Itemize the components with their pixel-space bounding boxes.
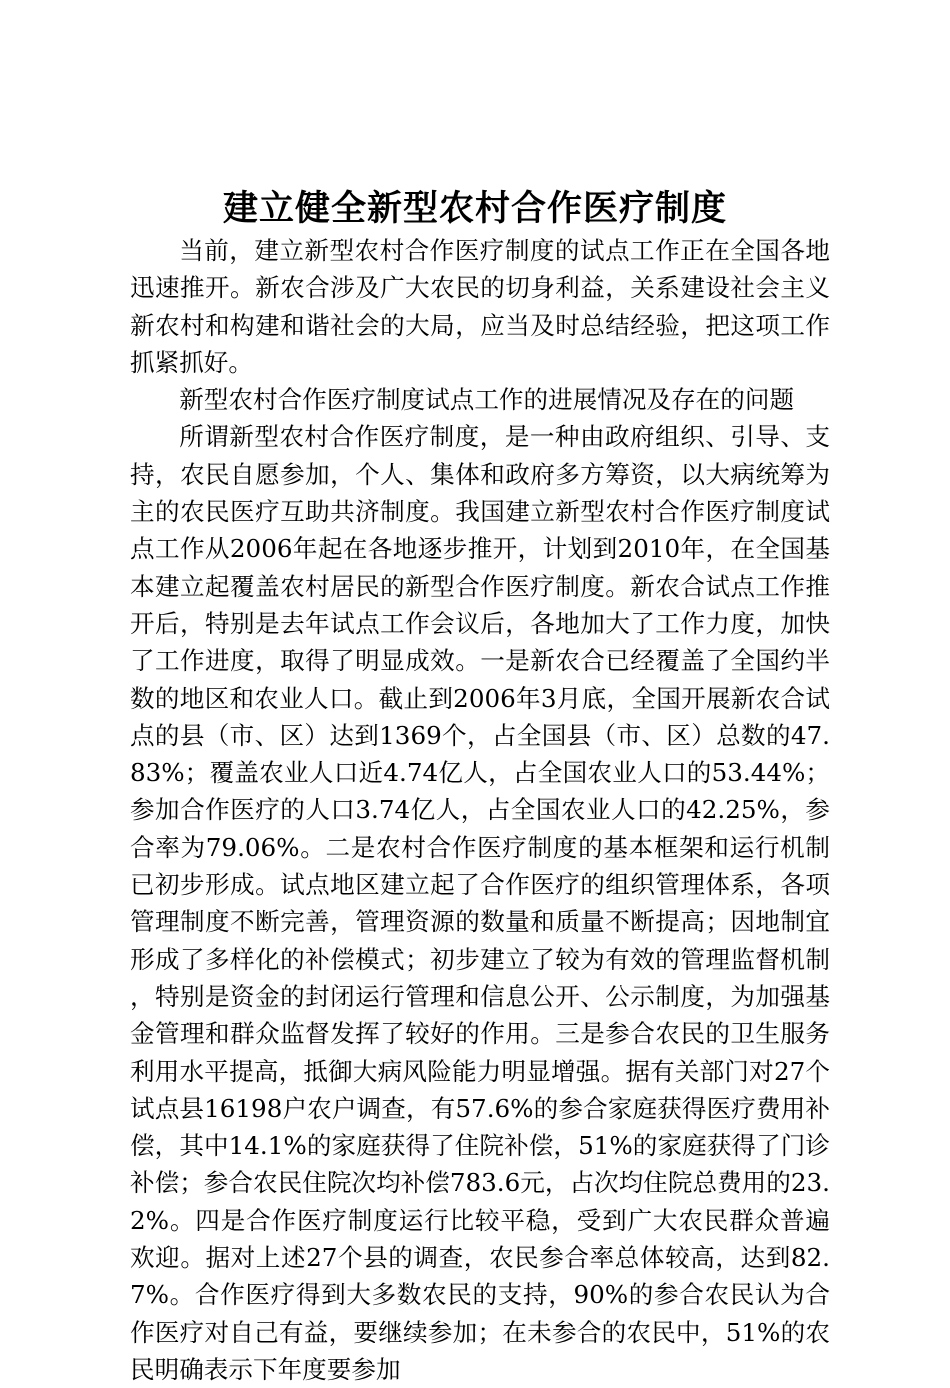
paragraph-intro: 当前，建立新型农村合作医疗制度的试点工作正在全国各地迅速推开。新农合涉及广大农民的切身利益，关系建设社会主义新农村和构建和谐社会的大局，应当及时总结经验，把这项工作抓紧抓好。 [130, 236, 830, 377]
paragraph-main: 所谓新型农村合作医疗制度，是一种由政府组织、引导、支持，农民自愿参加，个人、集体和政府多方筹资，以大病统筹为主的农民医疗互助共济制度。我国建立新型农村合作医疗制度试点工作从2006年起在各地逐步推开，计划到2010年，在全国基本建立起覆盖农村居民的新型合作医疗制度。新农合试点工作推开后，特别是去年试点工作会议后，各地加大了工作力度，加快了工作进度，取得了明显成效。一是新农合已经覆盖了全国约半数的地区和农业人口。截止到2006年3月底，全国开展新农合试点的县（市、区）达到1369个，占全国县（市、区）总数的47.83%；覆盖农业人口近4.74亿人，占全国农业人口的53.44%；参加合作医疗的人口3.74亿人，占全国农业人口的42.25%，参合率为79.06%。二是农村合作医疗制度的基本框架和运行机制已初步形成。试点地区建立起了合作医疗的组织管理体系，各项管理制度不断完善，管理资源的数量和质量不断提高；因地制宜形成了多样化的补偿模式；初步建立了较为有效的管理监督机制，特别是资金的封闭运行管理和信息公开、公示制度，为加强基金管理和群众监督发挥了较好的作用。三是参合农民的卫生服务利用水平提高，抵御大病风险能力明显增强。据有关部门对27个试点县16198户农户调查，有57.6%的参合家庭获得医疗费用补偿，其中14.1%的家庭获得了住院补偿，51%的家庭获得了门诊补偿；参合农民住院次均补偿783.6元，占次均住院总费用的23.2%。四是合作医疗制度运行比较平稳，受到广大农民群众普遍欢迎。据对上述27个县的调查，农民参合率总体较高，达到82.7%。合作医疗得到大多数农民的支持，90%的参合农民认为合作医疗对自己有益，要继续参加；在未参合的农民中，51%的农民明确表示下年度要参加 [130, 422, 830, 1384]
document-title: 建立健全新型农村合作医疗制度 [222, 189, 727, 229]
document-body [130, 232, 830, 1388]
section-heading: 新型农村合作医疗制度试点工作的进展情况及存在的问题 [179, 385, 795, 415]
